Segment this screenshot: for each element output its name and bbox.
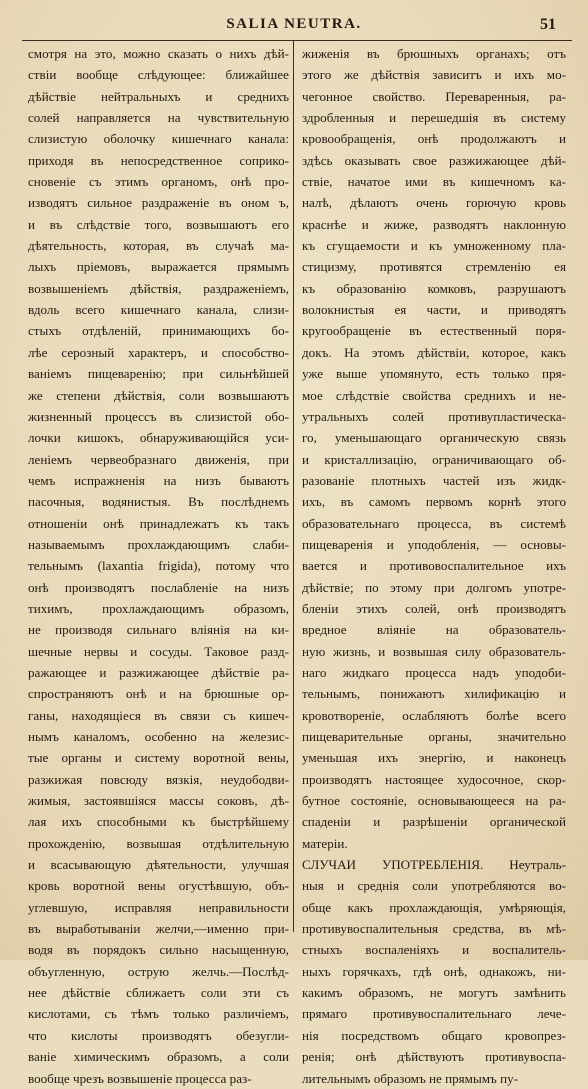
text-line: краснѣе и жиже, разводятъ наклонную: [302, 216, 566, 232]
text-line: жиженія въ брюшныхъ органахъ; отъ: [302, 46, 566, 61]
text-line: дѣятельность, которая, въ случаѣ ма-: [28, 238, 289, 254]
text-line: солей направляется на чувствительную: [28, 110, 289, 126]
text-line: спространяютъ онѣ и на брюшные ор-: [28, 686, 289, 702]
text-line: нее дѣйствіе сближаетъ соли эти съ: [28, 985, 289, 1001]
text-line: здѣсь оказывать свое разжижающее дѣй-: [302, 152, 566, 168]
text-line: лыхъ пріемовъ, выражается прямымъ: [28, 259, 289, 275]
text-line: водя въ порядокъ сильно насыщенную,: [28, 942, 289, 958]
text-line: этого же дѣйствія зависитъ и ихъ мо-: [302, 67, 566, 83]
text-line: кровь воротной вены огустѣвшую, объ-: [28, 878, 289, 894]
text-line: пасочныя, водянистыя. Въ послѣднемъ: [28, 494, 289, 510]
text-line: къ образованію комковъ, разрушаютъ: [302, 280, 566, 296]
text-line: лительнымъ образомъ не прямымъ пу-: [302, 1070, 519, 1086]
text-line: бленіи этихъ солей, онѣ производятъ: [302, 600, 566, 616]
text-line: леніемъ червеобразнаго движенія, при: [28, 451, 289, 467]
text-line: тые органы и систему воротной вены,: [28, 750, 289, 766]
text-line: дѣйствіе нейтральныхъ и среднихъ: [28, 88, 289, 104]
text-line: вдоль всего кишечнаго канала, слизи-: [28, 302, 289, 318]
text-line: дѣйствіе; по этому при долгомъ употре-: [302, 579, 566, 595]
text-line: ную жизнь, и возвышая силу образователь-: [302, 643, 566, 659]
text-line: кровотвореніе, ослабляютъ болѣе всего: [302, 707, 566, 723]
text-line: матеріи.: [302, 835, 348, 851]
text-line: ствіе, начатое ими въ кишечномъ ка-: [302, 174, 566, 190]
text-line: же степени дѣйствія, соли возвышаютъ: [28, 387, 289, 403]
text-line: ныхъ горячкахъ, гдѣ онѣ, однакожъ, ни-: [302, 963, 566, 979]
right-column: [302, 43, 566, 1089]
text-line: и всасывающую дѣятельности, улучшая: [28, 857, 289, 873]
text-line: тельнымъ (laxantia frigida), потому что: [28, 558, 289, 574]
text-line: объугленную, острую желчь.—Послѣд-: [28, 963, 289, 979]
text-line: тельнымъ, понижаютъ хилификацію и: [302, 686, 566, 702]
text-line: ныя и среднія соли употребляются во-: [302, 878, 566, 894]
text-line: возвышеніемъ дѣйствія, раздраженіемъ,: [28, 280, 289, 296]
text-line: сновеніе съ этимъ органомъ, онѣ про-: [28, 174, 289, 190]
text-line: вается и противовоспалительное ихъ: [302, 558, 566, 574]
text-line: ваніемъ пищеваренію; при сильнѣйшей: [28, 366, 289, 382]
text-line: спаденіи и разрѣшеніи органической: [302, 814, 566, 830]
text-line: уже выше упомянуто, есть только пря-: [302, 366, 566, 382]
text-line: ренія; онѣ дѣйствуютъ противувоспа-: [302, 1049, 566, 1065]
text-line: волокнистыя ея части, и приводятъ: [302, 302, 566, 318]
header-rule: [22, 40, 572, 41]
text-line: чемъ испражненія на низъ бываютъ: [28, 472, 289, 488]
text-line: ганы, находящіеся въ связи съ кишеч-: [28, 707, 289, 723]
text-line: производятъ настоящее худосочное, скор-: [302, 771, 566, 787]
text-line: и въ слѣдствіе того, возвышаютъ его: [28, 216, 289, 232]
text-line: вообще чрезъ возвышеніе процесса раз-: [28, 1070, 252, 1086]
text-line: кругообращеніе въ естественный поря-: [302, 323, 566, 339]
text-line: жимыя, застоявшіяся массы соковъ, дѣ-: [28, 793, 289, 809]
text-line: противувоспалительныя средства, въ мѣ-: [302, 921, 566, 937]
text-line: не производя сильнаго вліянія на ки-: [28, 622, 289, 638]
text-line: СЛУЧАИ УПОТРЕБЛЕНІЯ. Неутраль-: [302, 857, 566, 873]
text-line: разжижая повсюду вязкія, неудободви-: [28, 771, 289, 787]
text-line: го, уменьшающаго органическую связь: [302, 430, 566, 446]
text-line: стыхъ отдѣленій, принимающихъ бо-: [28, 323, 289, 339]
text-line: ражающее и разжижающее дѣйствіе ра-: [28, 664, 289, 680]
page-header: [30, 16, 558, 42]
text-line: образовательнаго процесса, въ системѣ: [302, 515, 566, 531]
text-line: смотря на это, можно сказать о нихъ дѣй-: [28, 46, 289, 61]
text-line: къ сгущаемости и къ умноженному пла-: [302, 238, 566, 254]
text-line: налѣ, дѣлаютъ очень горючую кровь: [302, 195, 566, 211]
text-line: утральныхъ солей противупластическа-: [302, 408, 566, 424]
text-line: пищеварительные органы, значительно: [302, 729, 566, 744]
text-line: ваніе химическимъ образомъ, а соли: [28, 1049, 289, 1065]
running-head: SALIA NEUTRA.: [226, 16, 362, 32]
text-line: докъ. На этомъ дѣйствіи, которое, какъ: [302, 344, 566, 360]
text-line: вредное вліяніе на образователь-: [302, 622, 566, 638]
column-divider: [293, 41, 294, 932]
text-line: въ выработываніи желчи,—именно при-: [28, 921, 289, 937]
text-line: нія посредствомъ общаго кровопрез-: [302, 1027, 566, 1043]
text-line: что кислоты производятъ обезугли-: [28, 1027, 289, 1043]
text-line: прямаго противувоспалительнаго лече-: [302, 1006, 566, 1022]
text-line: разованіе плотныхъ частей изъ жидк-: [302, 472, 566, 488]
text-line: стицизму, противятся стремленію ея: [302, 259, 566, 275]
text-line: уменьшая ихъ энергію, и наконецъ: [302, 750, 566, 766]
text-line: слизистую оболочку кишечнаго канала:: [28, 131, 289, 147]
text-line: и кристаллизацію, ограничивающаго об-: [302, 451, 566, 467]
text-line: ихъ, въ самомъ первомъ корнѣ этого: [302, 494, 566, 510]
text-line: бутное состояніе, основывающееся на ра-: [302, 793, 566, 809]
text-line: обще какъ прохлаждающія, умѣряющія,: [302, 899, 566, 915]
text-line: кислотами, съ тѣмъ только различіемъ,: [28, 1006, 289, 1022]
text-line: шечные нервы и сосуды. Таковое разд-: [28, 643, 289, 659]
text-line: углевшую, исправляя неправильности: [28, 899, 289, 915]
text-line: прохожденію, возвышая отдѣлительную: [28, 835, 289, 851]
text-line: стныхъ воспаленіяхъ и воспалитель-: [302, 942, 566, 958]
text-line: какимъ образомъ, не могутъ замѣнить: [302, 985, 566, 1001]
text-line: лѣе серозный характеръ, и способство-: [28, 344, 289, 360]
text-line: приходя въ непосредственное соприко-: [28, 152, 289, 168]
text-line: наго жидкаго процесса надъ уподоби-: [302, 664, 566, 680]
text-line: отношеніи онѣ принадлежатъ къ такъ: [28, 515, 289, 531]
text-line: тихимъ, прохлаждающимъ образомъ,: [28, 600, 289, 616]
text-line: онѣ производятъ послабленіе на низъ: [28, 579, 289, 595]
left-column: [28, 43, 289, 1089]
text-line: чегонное свойство. Переваренныя, ра-: [302, 88, 566, 104]
text-line: лочки кишокъ, обнаруживающійся уси-: [28, 430, 289, 446]
text-line: лая ихъ способными къ быстрѣйшему: [28, 814, 289, 830]
text-line: мое слѣдствіе свойства среднихъ и не-: [302, 387, 566, 403]
text-line: жизненный процессъ въ слизистой обо-: [28, 408, 289, 424]
text-line: кровообращенія, онѣ продолжаютъ и: [302, 131, 566, 147]
text-line: здробленныя и перешедшія въ систему: [302, 110, 566, 126]
page-number: 51: [540, 16, 556, 33]
text-line: называемымъ прохлаждающимъ слаби-: [28, 536, 289, 552]
text-line: пищеваренія и уподобленія, — основы-: [302, 536, 566, 552]
text-line: ствіи вообще слѣдующее: ближайшее: [28, 67, 289, 83]
text-line: изводятъ сильное раздраженіе въ оном ъ,: [28, 195, 289, 211]
text-line: нымъ каналомъ, особенно на железис-: [28, 729, 289, 744]
